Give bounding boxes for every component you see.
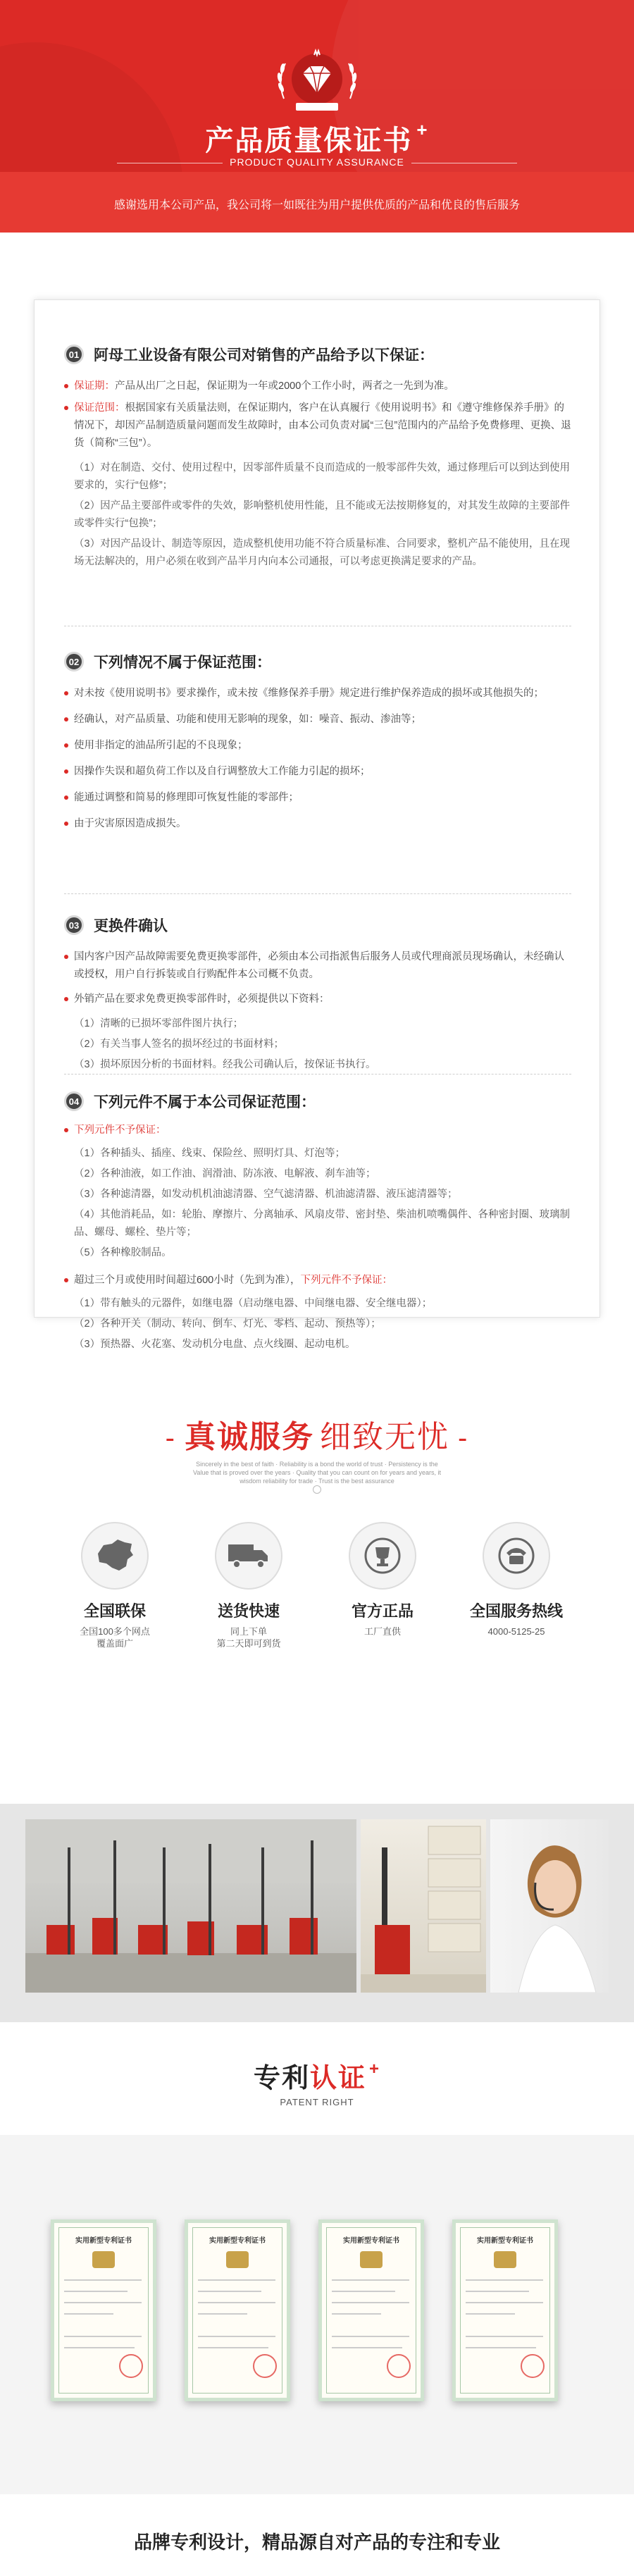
certificate-title: 实用新型专利证书	[343, 2237, 399, 2245]
list-item: 经确认，对产品质量、功能和使用无影响的现象，如：噪音、振动、渗油等；	[64, 711, 571, 729]
title-dash: -	[165, 1423, 176, 1454]
patent-tagline: 品牌专利设计，精品源自对产品的专注和专业	[133, 2532, 500, 2553]
section-02	[64, 651, 571, 833]
feature-sub-line: 第二天即可到货	[216, 1638, 281, 1649]
feature-subtitle	[323, 1626, 442, 1637]
certificate-line	[466, 2347, 536, 2348]
certificate-line	[332, 2347, 402, 2348]
feature-sub-line: 覆盖面广	[96, 1638, 133, 1649]
list-item: （5）各种橡胶制品。	[74, 1247, 172, 1258]
patent-certificate	[318, 2219, 424, 2401]
warranty-card	[34, 299, 600, 1350]
certificate-line	[332, 2291, 395, 2292]
certificate-line	[198, 2302, 275, 2303]
feature-genuine-product	[323, 1522, 442, 1637]
feature-sub-line: 全国100多个网点	[80, 1626, 150, 1637]
certificate-line	[198, 2313, 247, 2315]
patent-title	[0, 2056, 634, 2095]
time-limit-heading	[64, 1272, 571, 1289]
list-item: （4）其他消耗品，如：轮胎、摩擦片、分离轴承、风扇皮带、密封垫、柴油机喷嘴偶件、各种密封圈、玻璃制品、螺母、螺栓、垫片等；	[74, 1209, 571, 1238]
emblem-icon	[360, 2251, 383, 2268]
feature-fast-delivery	[189, 1522, 309, 1649]
certificate-line	[332, 2279, 409, 2281]
feature-subtitle	[456, 1626, 576, 1637]
title-plus-mark: +	[416, 118, 429, 140]
seal-stamp-icon	[521, 2354, 545, 2378]
certificate-line	[332, 2302, 409, 2303]
photo-strip	[0, 1804, 634, 2022]
certificate-line	[64, 2302, 142, 2303]
warranty-period-bullet	[64, 378, 571, 395]
certificate-line	[466, 2279, 543, 2281]
list-item: （1）对在制造、交付、使用过程中，因零部件质量不良而造成的一般零部件失效，通过修理后可以到达到使用要求的，实行“包修”；	[74, 462, 571, 491]
list-item: （2）各种油液，如工作油、润滑油、防冻液、电解液、刹车油等；	[74, 1168, 376, 1179]
section-01-title: 阿母工业设备有限公司对销售的产品给予以下保证：	[94, 347, 434, 364]
certificate-line	[198, 2336, 275, 2337]
patent-title-black: 专利	[253, 2064, 310, 2093]
list-item: 外销产品在要求免费更换零部件时，必须提供以下资料：	[64, 991, 571, 1008]
certificate-title: 实用新型专利证书	[209, 2237, 266, 2245]
section-01-header	[64, 344, 571, 365]
section-04-header	[64, 1091, 571, 1112]
patent-subtitle: PATENT RIGHT	[280, 2097, 354, 2107]
list-item: （1）各种插头、插座、线束、保险丝、照明灯具、灯泡等；	[74, 1148, 346, 1159]
telephone-icon	[483, 1522, 550, 1590]
hotline-number: 4000-5125-25	[487, 1626, 545, 1637]
list-item: （2）各种开关（制动、转向、倒车、灯光、零档、起动、预热等）；	[74, 1318, 381, 1330]
section-number-badge: 04	[64, 1091, 84, 1111]
service-english-line: wisdom reliability for trade · Trust is the best assurance	[240, 1478, 394, 1485]
list-item: （2）因产品主要部件或零件的失效，影响整机使用性能，且不能或无法按期修复的，对其发生故障的主要部件或零件实行“包换”；	[74, 500, 571, 529]
seal-stamp-icon	[253, 2354, 277, 2378]
emblem-icon	[226, 2251, 249, 2268]
service-title-light: 细致无忧	[320, 1420, 449, 1454]
certificate-title: 实用新型专利证书	[477, 2237, 533, 2245]
patent-certificate	[51, 2219, 156, 2401]
time-limit-text: 超过三个月或使用时间超过600小时（先到为准），	[74, 1275, 301, 1286]
certificate-line	[198, 2347, 268, 2348]
section-number-badge: 03	[64, 915, 84, 935]
section-03-header	[64, 915, 571, 936]
bullet-text: 根据国家有关质量法则，在保证期内，客户在认真履行《使用说明书》和《遵守维修保养手册》的情况下，却因产品制造质量问题而发生故障时，由本公司负责对属“三包”范围内的产品给予免费修理、更换、退货（简称“三包”）。	[74, 402, 571, 449]
certificate-line	[64, 2336, 142, 2337]
list-item: 因操作失误和超负荷工作以及自行调整放大工作能力引起的损坏；	[64, 763, 571, 781]
section-number-badge: 02	[64, 652, 84, 671]
page-subtitle-text: PRODUCT QUALITY ASSURANCE	[230, 156, 404, 168]
patent-certificates	[0, 2135, 634, 2494]
emblem-icon	[494, 2251, 516, 2268]
storage-shelf-photo	[361, 1819, 486, 1993]
certificate-line	[64, 2313, 113, 2315]
excluded-label: 下列元件不予保证：	[300, 1275, 392, 1286]
certificate-line	[198, 2279, 275, 2281]
certificate-line	[466, 2313, 515, 2315]
service-title-bold: 真诚服务	[185, 1420, 314, 1454]
list-item: 由于灾害原因造成损失。	[64, 815, 571, 833]
hero-intro-text: 感谢选用本公司产品，我公司将一如既往为用户提供优质的产品和优良的售后服务	[113, 199, 520, 211]
title-dash: -	[458, 1423, 469, 1454]
list-item: （1）带有触头的元器件，如继电器（启动继电器、中间继电器、安全继电器）；	[74, 1298, 433, 1309]
seal-stamp-icon	[387, 2354, 411, 2378]
certificate-title: 实用新型专利证书	[75, 2237, 132, 2245]
section-01	[64, 344, 571, 571]
list-item: （3）损坏原因分析的书面材料。经我公司确认后，按保证书执行。	[74, 1059, 376, 1070]
bullet-label: 保证范围：	[74, 402, 125, 414]
decor-circle-icon	[313, 1485, 321, 1494]
hero-banner	[0, 0, 634, 233]
service-title	[0, 1411, 634, 1456]
china-map-icon	[81, 1522, 149, 1590]
page-subtitle	[0, 156, 634, 168]
section-02-title: 下列情况不属于保证范围：	[94, 655, 271, 671]
excluded-items-heading	[64, 1122, 571, 1139]
list-item: 使用非指定的油品所引起的不良现象；	[64, 737, 571, 755]
feature-nationwide-warranty	[55, 1522, 175, 1649]
feature-service-hotline	[456, 1522, 576, 1637]
trophy-icon	[349, 1522, 416, 1590]
list-item: （3）对因产品设计、制造等原因，造成整机使用功能不符合质量标准、合同要求，整机产品不能使用，且在现场无法解决的，用户必须在收到产品半月内向本公司通报，可以考虑更换满足要求的产品。	[74, 538, 571, 567]
list-item: （3）预热器、火花塞、发动机分电盘、点火线圈、起动电机。	[74, 1339, 356, 1350]
section-04-title: 下列元件不属于本公司保证范围：	[94, 1094, 316, 1110]
feature-sub-line: 同上下单	[230, 1626, 267, 1637]
certificate-line	[466, 2336, 543, 2337]
list-item: 国内客户因产品故障需要免费更换零部件，必须由本公司指派售后服务人员或代理商派员现场确认，未经确认或授权，用户自行拆装或自行购配件本公司概不负责。	[64, 948, 571, 984]
title-plus-mark: +	[369, 2060, 381, 2079]
certificate-line	[332, 2313, 381, 2315]
bullet-text: 产品从出厂之日起，保证期为一年或2000个工作小时，两者之一先到为准。	[115, 380, 454, 392]
list-item: （2）有关当事人签名的损坏经过的书面材料；	[74, 1039, 285, 1050]
section-divider	[64, 893, 571, 894]
certificate-line	[466, 2291, 529, 2292]
feature-title: 全国联保	[83, 1602, 146, 1620]
service-english-line: Value that is proved over the years · Quality that you can count on for years and years, it	[192, 1469, 442, 1476]
list-item: 对未按《使用说明书》要求操作，或未按《维修保养手册》规定进行维护保养造成的损坏或其他损失的；	[64, 685, 571, 702]
certificate-line	[64, 2279, 142, 2281]
feature-title: 全国服务热线	[469, 1602, 563, 1620]
section-number-badge: 01	[64, 345, 84, 364]
certificate-line	[332, 2336, 409, 2337]
feature-subtitle	[55, 1626, 175, 1649]
service-english-text	[190, 1460, 444, 1485]
certificate-line	[64, 2291, 128, 2292]
section-04	[64, 1091, 571, 1354]
certificate-line	[198, 2291, 261, 2292]
excluded-label: 下列元件不予保证：	[74, 1125, 166, 1136]
page-title	[0, 118, 634, 159]
list-item: （3）各种滤清器，如发动机机油滤清器、空气滤清器、机油滤清器、液压滤清器等；	[74, 1189, 458, 1200]
warranty-scope-bullet	[64, 400, 571, 452]
list-item: 能通过调整和简易的修理即可恢复性能的零部件；	[64, 789, 571, 807]
page-title-text: 产品质量保证书	[205, 125, 413, 156]
section-02-header	[64, 651, 571, 672]
certificate-line	[64, 2347, 135, 2348]
delivery-truck-icon	[215, 1522, 282, 1590]
bullet-label: 保证期：	[74, 380, 115, 392]
emblem-icon	[92, 2251, 115, 2268]
warehouse-forklift-photo	[25, 1819, 356, 1993]
feature-title: 送货快速	[217, 1602, 280, 1620]
patent-certificate	[185, 2219, 290, 2401]
section-03-title: 更换件确认	[94, 918, 168, 934]
feature-sub-line: 工厂直供	[363, 1626, 401, 1637]
feature-subtitle	[189, 1626, 309, 1649]
customer-service-photo	[490, 1819, 609, 1993]
certificate-line	[466, 2302, 543, 2303]
seal-stamp-icon	[119, 2354, 143, 2378]
section-divider	[64, 1074, 571, 1075]
diamond-crest-icon	[271, 42, 363, 120]
section-03	[64, 915, 571, 1074]
feature-title: 官方正品	[351, 1602, 414, 1620]
service-english-line: Sincerely in the best of faith · Reliability is a bond the world of trust · Persistency is the	[196, 1461, 438, 1468]
patent-title-red: 认证	[309, 2064, 366, 2093]
list-item: （1）清晰的已损坏零部件图片执行；	[74, 1018, 244, 1029]
patent-certificate	[452, 2219, 558, 2401]
